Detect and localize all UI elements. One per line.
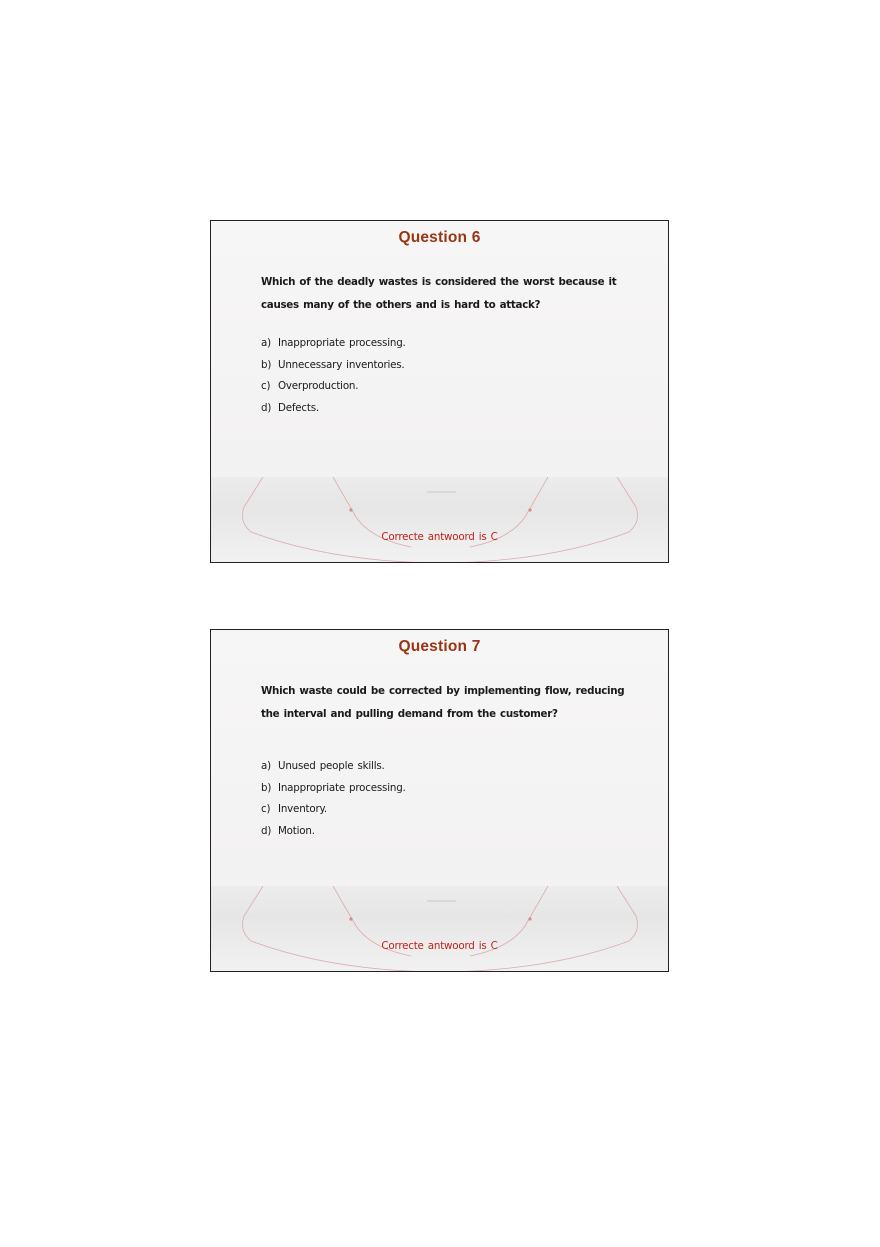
option-letter: d) xyxy=(261,402,272,415)
option-text: Inappropriate processing. xyxy=(278,337,406,349)
answer-options xyxy=(261,333,406,420)
correct-answer-text: Correcte antwoord is C xyxy=(381,940,498,952)
court-lines-graphic xyxy=(211,886,669,972)
question-text: Which of the deadly wastes is considered the worst because it causes many of the others and is hard to attack? xyxy=(261,276,617,311)
option-c xyxy=(261,799,406,821)
option-d xyxy=(261,821,406,843)
option-c xyxy=(261,376,406,398)
option-letter: b) xyxy=(261,781,272,794)
slide-question-7 xyxy=(210,629,669,972)
court-background xyxy=(211,477,668,563)
option-letter: a) xyxy=(261,337,271,349)
slide-title: Question 7 xyxy=(398,638,481,655)
option-d xyxy=(261,398,406,420)
option-letter: c) xyxy=(261,803,271,816)
option-letter: a) xyxy=(261,760,271,772)
question-text: Which waste could be corrected by implementing flow, reducing the interval and pulling demand from the customer? xyxy=(261,685,625,720)
option-a xyxy=(261,756,406,778)
slide-title: Question 6 xyxy=(398,229,481,246)
option-text: Overproduction. xyxy=(278,380,359,393)
court-lines-graphic xyxy=(211,477,669,563)
answer-options xyxy=(261,756,406,843)
option-letter: d) xyxy=(261,825,272,838)
option-text: Inappropriate processing. xyxy=(278,781,406,794)
option-text: Defects. xyxy=(278,402,319,415)
option-text: Unnecessary inventories. xyxy=(278,358,405,371)
option-b xyxy=(261,355,406,377)
option-letter: b) xyxy=(261,358,272,371)
slide-question-6 xyxy=(210,220,669,563)
court-background xyxy=(211,886,668,972)
option-b xyxy=(261,778,406,800)
option-a xyxy=(261,333,406,355)
correct-answer-text: Correcte antwoord is C xyxy=(381,531,498,543)
option-text: Unused people skills. xyxy=(278,760,385,772)
option-text: Inventory. xyxy=(278,803,327,816)
option-letter: c) xyxy=(261,380,271,393)
option-text: Motion. xyxy=(278,825,315,838)
